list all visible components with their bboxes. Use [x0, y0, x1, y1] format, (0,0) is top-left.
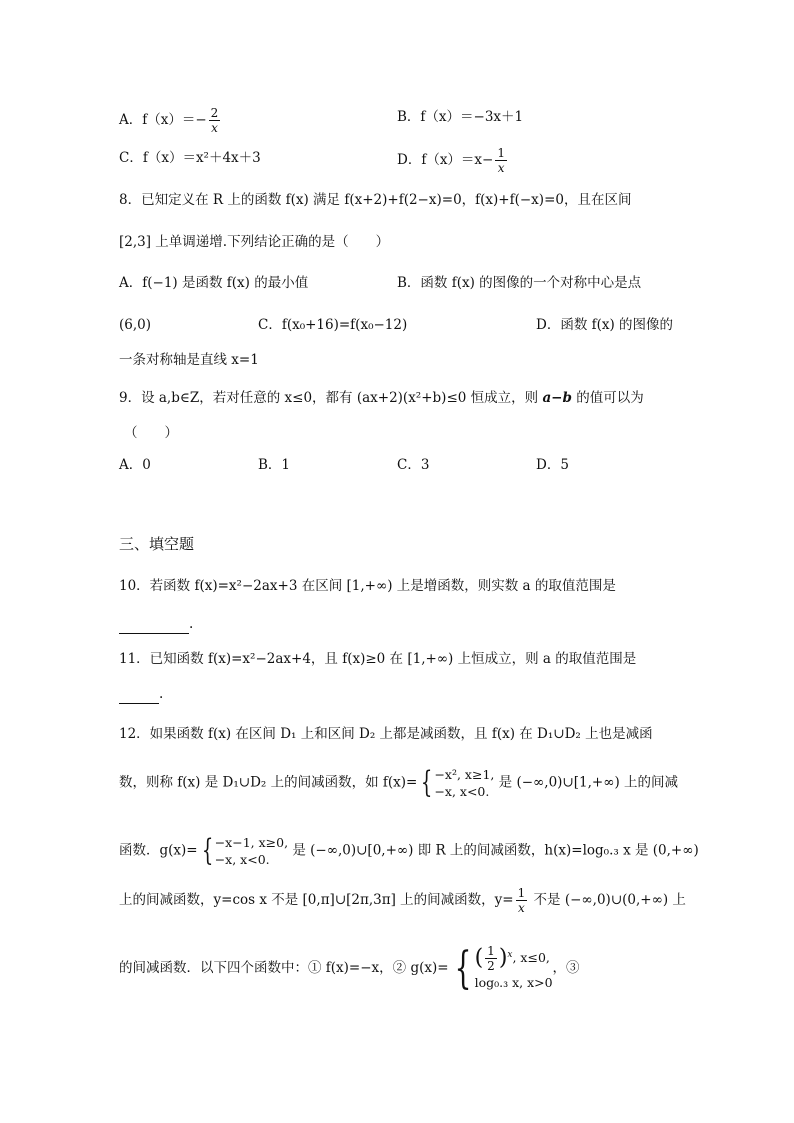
left-brace: {: [421, 765, 433, 800]
q10-tail: .: [189, 616, 194, 632]
q10-answer-line: [119, 614, 193, 634]
fraction: [495, 146, 507, 175]
q12-line3-text: 函数．g(x)=: [119, 842, 198, 859]
q12-line5: [119, 944, 580, 993]
q12-line2: [119, 766, 678, 800]
q7-option-d-text: D．f（x）＝x−: [397, 152, 494, 168]
q12-line5-tail: ，③: [552, 960, 580, 976]
numerator: 2: [210, 106, 219, 120]
q9-stem-bold-expr: a−b: [542, 390, 572, 406]
left-brace: {: [201, 833, 213, 868]
case-2: −x, x<0.: [214, 852, 270, 867]
q12-line3: [119, 834, 699, 868]
q7-option-b: B．f（x）＝−3x＋1: [397, 109, 524, 125]
q10-stem: 10．若函数 f(x)=x²−2ax+3 在区间 [1,+∞) 上是增函数，则实数 a 的取值范围是: [119, 578, 616, 594]
q9-option-d: D．5: [536, 457, 569, 473]
q8-option-c: C．f(x₀+16)=f(x₀−12): [258, 317, 408, 333]
q9-stem-line1: [119, 388, 644, 408]
denominator: x: [497, 161, 505, 175]
fraction: [516, 886, 528, 915]
denominator: 2: [487, 959, 495, 973]
case-1: −x−1, x≥0,: [214, 835, 289, 850]
q9-stem-text: 9．设 a,b∈Z，若对任意的 x≤0，都有 (ax+2)(x²+b)≤0 恒成立，则: [119, 390, 543, 406]
piecewise-cases: [434, 766, 494, 800]
case-1: −x², x≥1,: [434, 767, 495, 782]
case-2: −x, x<0.: [434, 784, 490, 799]
q12-line5-text: 的间减函数．以下四个函数中：① f(x)=−x，② g(x)=: [119, 960, 449, 976]
q11-tail: .: [159, 686, 164, 702]
q11-stem: 11．已知函数 f(x)=x²−2ax+4，且 f(x)≥0 在 [1,+∞) 上恒成立，则 a 的取值范围是: [119, 651, 637, 667]
q11-answer-line: [119, 684, 163, 704]
q8-option-d-continued: 一条对称轴是直线 x=1: [119, 352, 259, 368]
q9-stem-text-tail: 的值可以为: [571, 390, 644, 406]
q8-option-b-continued: (6,0): [119, 317, 152, 333]
answer-blank[interactable]: [119, 689, 159, 704]
q8-stem-line2: [2,3] 上单调递增.下列结论正确的是（ ）: [119, 234, 390, 250]
q8-option-a: A．f(−1) 是函数 f(x) 的最小值: [119, 275, 309, 291]
case-2: log₀.₃ x, x>0: [474, 975, 553, 990]
q9-option-c: C．3: [397, 457, 430, 473]
paren: (: [474, 945, 484, 971]
q12-line1: 12．如果函数 f(x) 在区间 D₁ 上和区间 D₂ 上都是减函数，且 f(x) 在 D₁∪D₂ 上也是减函: [119, 726, 653, 742]
q12-line4-text: 上的间减函数，y=cos x 不是 [0,π]∪[2π,3π] 上的间减函数，y=: [119, 892, 514, 908]
q9-option-a: A．0: [119, 457, 151, 473]
q12-line4: [119, 886, 686, 915]
q12-line4-tail: 不是 (−∞,0)∪(0,+∞) 上: [529, 892, 686, 908]
answer-blank[interactable]: [119, 619, 189, 634]
section-heading: 三、填空题: [119, 535, 195, 553]
numerator: 1: [497, 146, 505, 160]
q8-option-d: D．函数 f(x) 的图像的: [536, 317, 674, 333]
q9-option-b: B．1: [258, 457, 291, 473]
q12-line2-tail: 是 (−∞,0)∪[1,+∞) 上的间减: [494, 774, 679, 791]
q9-answer-paren: （ ）: [124, 425, 178, 441]
numerator: 1: [487, 944, 495, 958]
q12-line2-text: 数，则称 f(x) 是 D₁∪D₂ 上的间减函数，如 f(x)=: [119, 774, 418, 791]
exponent: x: [507, 949, 513, 960]
numerator: 1: [517, 886, 526, 900]
q12-line3-tail: 是 (−∞,0)∪[0,+∞) 即 R 上的间减函数，h(x)=log₀.₃ x 是 (0,+∞): [288, 842, 699, 859]
piecewise-cases: [215, 834, 288, 868]
denominator: x: [518, 901, 525, 915]
paren: ): [498, 945, 508, 971]
left-brace: {: [454, 942, 471, 994]
q8-option-b: B．函数 f(x) 的图像的一个对称中心是点: [397, 275, 642, 291]
q8-stem-line1: 8．已知定义在 R 上的函数 f(x) 满足 f(x+2)+f(2−x)=0，f(x)+f(−x)=0，且在区间: [119, 192, 632, 208]
q7-option-d: [397, 146, 509, 175]
q7-option-a: [119, 106, 222, 135]
case-1: [475, 944, 553, 973]
q7-option-c: C．f（x）＝x²＋4x＋3: [119, 150, 261, 166]
fraction: [485, 944, 497, 973]
q7-option-a-text: A．f（x）＝−: [119, 112, 207, 128]
piecewise-cases: [475, 944, 553, 993]
fraction: [209, 106, 221, 135]
case-1-condition: , x≤0,: [512, 950, 550, 965]
denominator: x: [211, 121, 218, 135]
